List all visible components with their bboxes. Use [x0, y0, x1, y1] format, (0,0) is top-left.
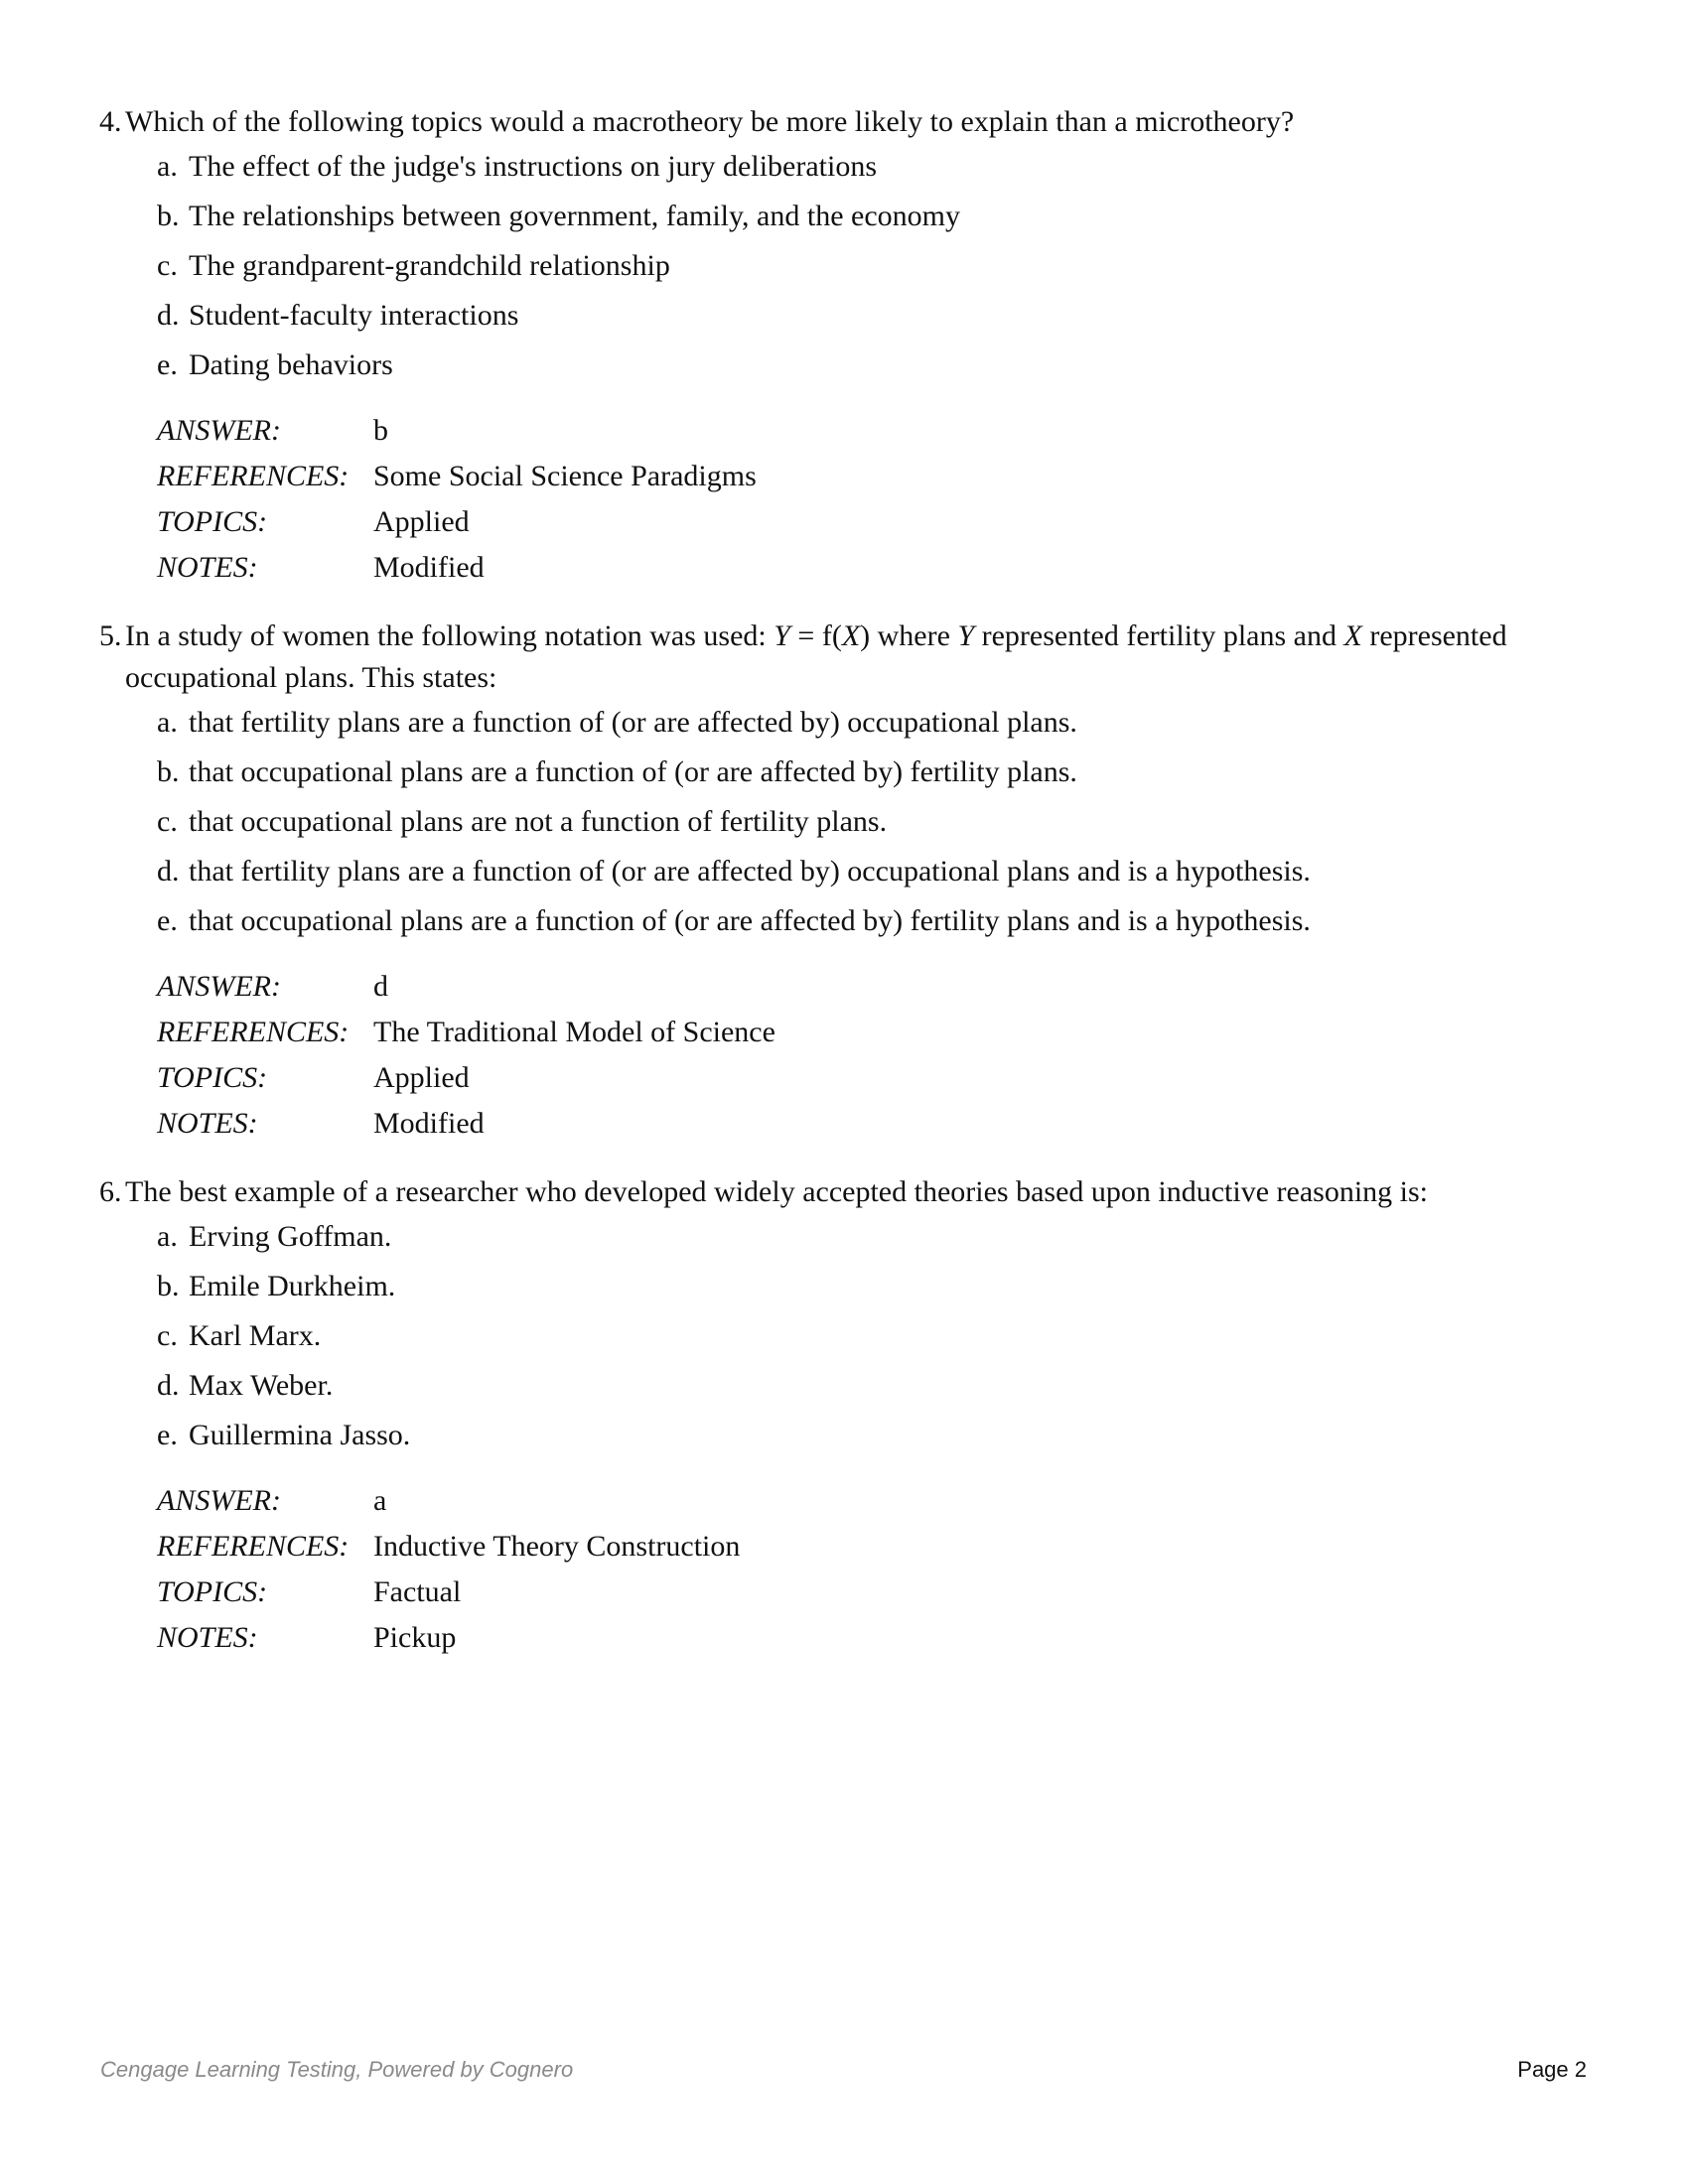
option-a: [157, 147, 877, 187]
references-row: [157, 1013, 775, 1052]
option-text: The grandparent-grandchild relationship: [189, 249, 670, 282]
meta-label: REFERENCES:: [157, 1016, 350, 1048]
notes-row: [157, 1618, 456, 1658]
option-e: [157, 345, 393, 385]
option-text: Emile Durkheim.: [189, 1270, 396, 1302]
option-text: that fertility plans are a function of (or are affected by) occupational plans.: [189, 706, 1077, 739]
question-number: 5.: [99, 619, 122, 652]
meta-value: Factual: [373, 1575, 462, 1608]
option-letter: d.: [157, 299, 180, 332]
option-text: that occupational plans are a function of (or are affected by) fertility plans.: [189, 755, 1077, 788]
meta-value: Pickup: [373, 1621, 457, 1654]
meta-value: d: [373, 970, 388, 1003]
meta-label: TOPICS:: [157, 1575, 268, 1608]
option-letter: c.: [157, 805, 178, 838]
option-letter: d.: [157, 855, 180, 887]
stem-part: In a study of women the following notation was used:: [125, 619, 774, 652]
variable-y: Y: [957, 619, 975, 652]
meta-value: Applied: [373, 1061, 470, 1094]
option-a: [157, 703, 1077, 743]
option-letter: e.: [157, 904, 178, 937]
option-d: [157, 1366, 333, 1406]
option-b: [157, 752, 1077, 792]
notes-row: [157, 548, 485, 588]
variable-x: X: [1343, 619, 1362, 652]
option-letter: b.: [157, 1270, 180, 1302]
meta-value: Modified: [373, 551, 485, 584]
answer-row: [157, 967, 388, 1007]
option-text: Student-faculty interactions: [189, 299, 519, 332]
meta-value: Modified: [373, 1107, 485, 1140]
option-text: Guillermina Jasso.: [189, 1419, 411, 1451]
meta-value: b: [373, 414, 388, 447]
meta-label: TOPICS:: [157, 1061, 268, 1094]
stem-part: represented fertility plans and: [974, 619, 1344, 652]
option-letter: c.: [157, 1319, 178, 1352]
stem-part: ) where: [860, 619, 958, 652]
option-letter: a.: [157, 1220, 178, 1253]
option-text: that occupational plans are not a function of fertility plans.: [189, 805, 888, 838]
meta-label: NOTES:: [157, 1621, 258, 1654]
question-stem: [99, 615, 1535, 699]
question-stem: [99, 1171, 1595, 1213]
meta-value: Inductive Theory Construction: [373, 1530, 741, 1563]
topics-row: [157, 1572, 461, 1612]
option-text: Karl Marx.: [189, 1319, 322, 1352]
stem-part: represented occupational plans. This states:: [125, 619, 1507, 694]
option-text: Max Weber.: [189, 1369, 334, 1402]
meta-label: ANSWER:: [157, 414, 281, 447]
option-c: [157, 246, 670, 286]
meta-value: Applied: [373, 505, 470, 538]
variable-y: Y: [774, 619, 790, 652]
footer-credit: Cengage Learning Testing, Powered by Cognero: [100, 2057, 574, 2082]
option-c: [157, 802, 887, 842]
meta-label: TOPICS:: [157, 505, 268, 538]
meta-label: NOTES:: [157, 1107, 258, 1140]
option-letter: e.: [157, 1419, 178, 1451]
question-text: Which of the following topics would a macrotheory be more likely to explain than a microtheory?: [125, 105, 1295, 138]
meta-label: REFERENCES:: [157, 1530, 350, 1563]
stem-part: = f(: [789, 619, 842, 652]
option-a: [157, 1217, 391, 1257]
option-e: [157, 1416, 410, 1455]
answer-row: [157, 411, 388, 451]
topics-row: [157, 1058, 470, 1098]
meta-label: ANSWER:: [157, 970, 281, 1003]
meta-label: REFERENCES:: [157, 460, 350, 492]
references-row: [157, 457, 757, 496]
question-number: 6.: [99, 1175, 122, 1208]
topics-row: [157, 502, 470, 542]
variable-x: X: [841, 619, 861, 652]
question-number: 4.: [99, 105, 122, 138]
option-b: [157, 1267, 395, 1306]
option-e: [157, 901, 1311, 941]
meta-label: NOTES:: [157, 551, 258, 584]
option-c: [157, 1316, 321, 1356]
option-text: The relationships between government, family, and the economy: [189, 200, 960, 232]
references-row: [157, 1527, 740, 1567]
meta-value: a: [373, 1484, 387, 1517]
question-text: The best example of a researcher who developed widely accepted theories based upon inductive reasoning is:: [125, 1175, 1429, 1208]
option-text: The effect of the judge's instructions on jury deliberations: [189, 150, 878, 183]
question-stem: [99, 101, 1535, 143]
question-text: [125, 619, 1507, 694]
option-letter: c.: [157, 249, 178, 282]
option-text: that fertility plans are a function of (or are affected by) occupational plans and is a hypothesis.: [189, 855, 1311, 887]
option-letter: e.: [157, 348, 178, 381]
option-letter: a.: [157, 706, 178, 739]
option-letter: b.: [157, 755, 180, 788]
option-d: [157, 852, 1311, 891]
option-text: Erving Goffman.: [189, 1220, 392, 1253]
option-b: [157, 197, 960, 236]
notes-row: [157, 1104, 485, 1144]
option-d: [157, 296, 518, 336]
option-letter: a.: [157, 150, 178, 183]
option-letter: b.: [157, 200, 180, 232]
option-text: that occupational plans are a function of (or are affected by) fertility plans and is a hypothesis.: [189, 904, 1311, 937]
option-text: Dating behaviors: [189, 348, 393, 381]
meta-value: Some Social Science Paradigms: [373, 460, 757, 492]
meta-label: ANSWER:: [157, 1484, 281, 1517]
answer-row: [157, 1481, 386, 1521]
option-letter: d.: [157, 1369, 180, 1402]
page-number: Page 2: [1517, 2057, 1587, 2082]
meta-value: The Traditional Model of Science: [373, 1016, 775, 1048]
